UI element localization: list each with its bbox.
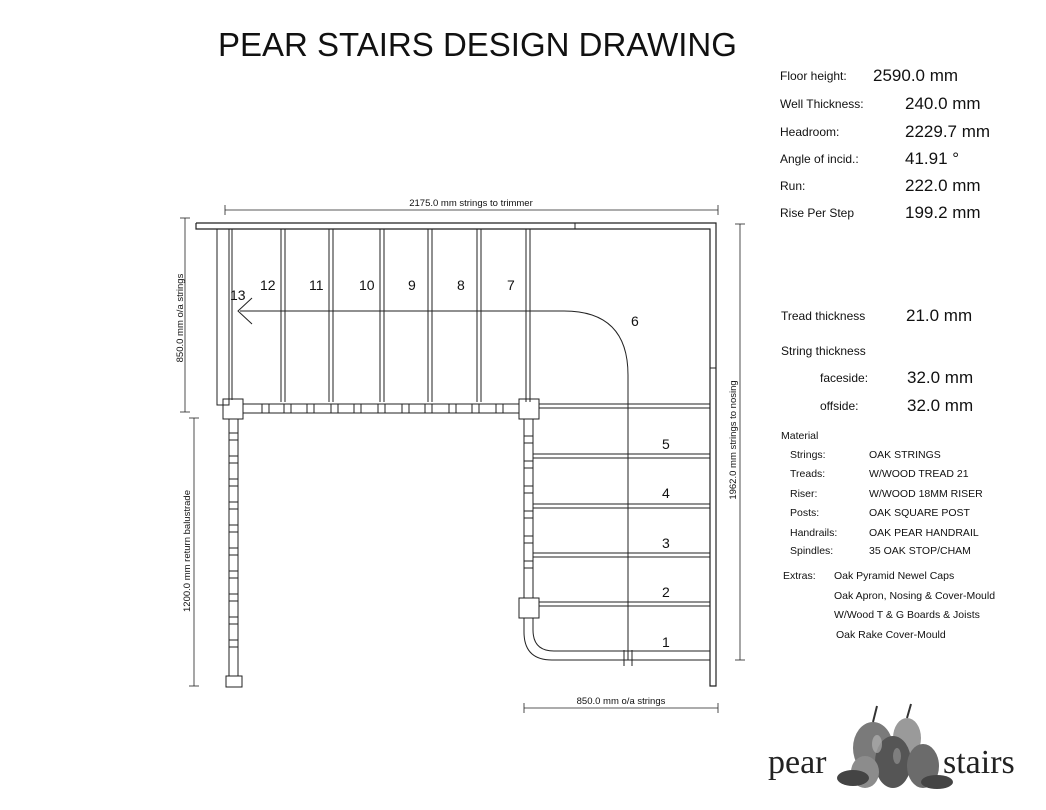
material-label-strings: Strings: — [790, 449, 826, 461]
dimension-labels — [175, 198, 739, 707]
step-number: 11 — [309, 277, 324, 293]
dim-left-lower-label: 1200.0 mm return balustrade — [182, 490, 193, 612]
material-value-riser: W/WOOD 18MM RISER — [869, 488, 983, 500]
material-label-handrails: Handrails: — [790, 527, 838, 539]
step-number: 7 — [507, 277, 515, 293]
extras-label: Extras: — [783, 570, 816, 582]
step-number: 5 — [662, 436, 670, 452]
tread-thickness-label: Tread thickness — [781, 309, 866, 323]
faceside-value: 32.0 mm — [907, 368, 974, 387]
material-value-strings: OAK STRINGS — [869, 449, 941, 461]
spec-label-run: Run: — [780, 179, 806, 193]
dim-right-label: 1962.0 mm strings to nosing — [728, 380, 739, 500]
step-number: 1 — [662, 634, 670, 650]
spec-value-headroom: 2229.7 mm — [905, 122, 991, 141]
extras-item: W/Wood T & G Boards & Joists — [834, 609, 980, 621]
material-heading: Material — [781, 430, 819, 442]
material-label-treads: Treads: — [790, 468, 826, 480]
material-label-posts: Posts: — [790, 507, 820, 519]
left-upper-string — [217, 229, 232, 405]
spec-label-angle: Angle of incid.: — [780, 152, 859, 166]
step-numbers — [230, 277, 670, 650]
spec-label-rise: Rise Per Step — [780, 206, 855, 220]
step-number: 4 — [662, 485, 670, 501]
return-balustrade — [226, 419, 242, 687]
extras-item: Oak Apron, Nosing & Cover-Mould — [834, 590, 996, 602]
landing-balustrade — [223, 399, 539, 419]
spec-label-well-thickness: Well Thickness: — [780, 97, 864, 111]
material-value-spindles: 35 OAK STOP/CHAM — [869, 545, 971, 557]
tread-thickness-value: 21.0 mm — [906, 306, 973, 325]
step-number: 12 — [260, 277, 276, 293]
step-number: 9 — [408, 277, 416, 293]
material-value-handrails: OAK PEAR HANDRAIL — [869, 527, 979, 539]
extras-item: Oak Pyramid Newel Caps — [834, 570, 955, 582]
offside-value: 32.0 mm — [907, 396, 974, 415]
spec-value-run: 222.0 mm — [905, 176, 981, 195]
material-value-treads: W/WOOD TREAD 21 — [869, 468, 969, 480]
drawing-title: PEAR STAIRS DESIGN DRAWING — [218, 26, 737, 63]
material-value-posts: OAK SQUARE POST — [869, 507, 970, 519]
walking-line — [238, 298, 632, 666]
step-number: 3 — [662, 535, 670, 551]
step-number: 2 — [662, 584, 670, 600]
offside-label: offside: — [820, 399, 859, 413]
spec-value-angle: 41.91 ° — [905, 149, 960, 168]
spec-label-floor-height: Floor height: — [780, 69, 847, 83]
dim-left-upper-label: 850.0 mm o/a strings — [175, 273, 186, 363]
step-number: 8 — [457, 277, 465, 293]
extras-item: Oak Rake Cover-Mould — [836, 629, 946, 641]
spec-value-floor-height: 2590.0 mm — [873, 66, 959, 85]
spec-value-well-thickness: 240.0 mm — [905, 94, 981, 113]
step-number: 6 — [631, 313, 639, 329]
step-number: 10 — [359, 277, 375, 293]
lower-flight-inner-string — [519, 419, 710, 660]
step-number: 13 — [230, 287, 246, 303]
logo-word-pear: pear — [768, 744, 827, 781]
faceside-label: faceside: — [820, 371, 869, 385]
material-label-riser: Riser: — [790, 488, 818, 500]
dim-top-label: 2175.0 mm strings to trimmer — [409, 198, 533, 209]
material-label-spindles: Spindles: — [790, 545, 834, 557]
upper-flight-treads — [281, 229, 530, 402]
pear-stairs-logo — [765, 700, 1035, 800]
logo-word-stairs: stairs — [943, 744, 1015, 781]
dim-bottom-label: 850.0 mm o/a strings — [576, 696, 666, 707]
lower-flight-treads — [533, 404, 710, 606]
string-thickness-label: String thickness — [781, 344, 866, 358]
spec-value-rise: 199.2 mm — [905, 203, 981, 222]
spec-label-headroom: Headroom: — [780, 125, 840, 139]
